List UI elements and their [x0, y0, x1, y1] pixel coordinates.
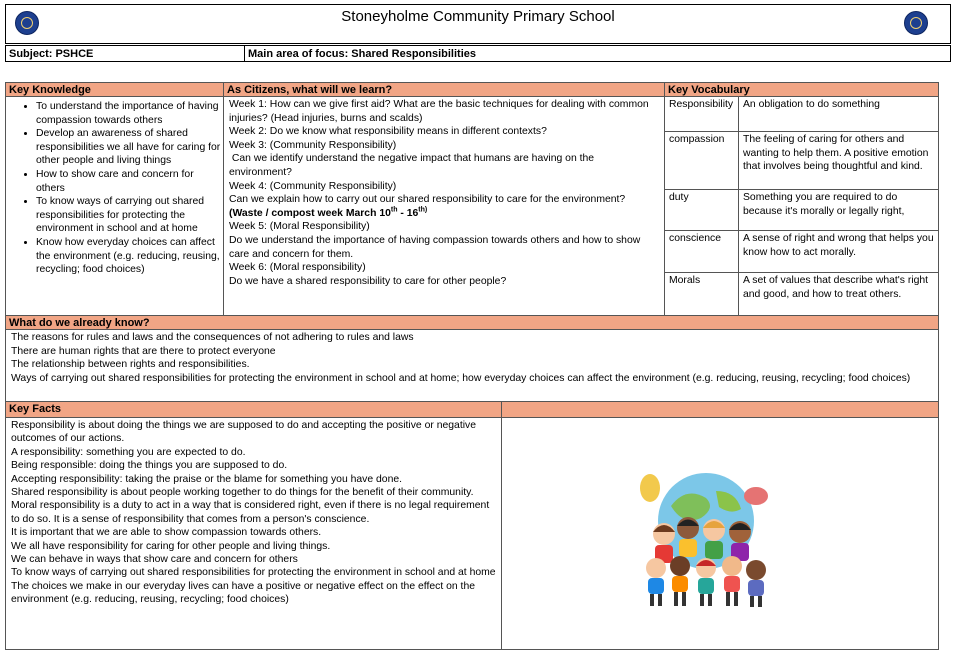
school-title: Stoneyholme Community Primary School — [341, 8, 615, 25]
week-4-question: Can we explain how to carry out our shared responsibility to care for the environment? — [229, 194, 626, 206]
key-vocabulary-heading: Key Vocabulary — [664, 82, 939, 97]
citizens-cell — [223, 96, 665, 316]
knowledge-item: • To understand the importance of having compassion towards others — [36, 100, 221, 127]
fact-line: Accepting responsibility: taking the praise or the blame for something you have done. — [11, 473, 403, 485]
week-6: Week 6: (Moral responsibility) — [229, 262, 366, 274]
waste-week-sup2: th) — [418, 206, 428, 214]
page-header — [5, 4, 951, 44]
week-1: Week 1: How can we give first aid? What are the basic techniques for dealing with common injuries? (Head injuries, burns and scalds) — [229, 99, 649, 124]
knowledge-item: • Develop an awareness of shared responsibilities we all have for caring for other people and living things — [36, 127, 221, 168]
fact-line: The choices we make in our everyday lives can have a positive or negative effect on the effect on the environment (e.g. reducing, reusing, recycling; food choices) — [11, 580, 476, 606]
children-globe-illustration — [636, 466, 776, 611]
vocab-term: compassion — [664, 131, 739, 190]
citizens-heading: As Citizens, what will we learn? — [223, 82, 665, 97]
fact-line: We can behave in ways that show care and concern for others — [11, 554, 298, 566]
week-6-question: Do we have a shared responsibility to care for other people? — [229, 275, 507, 287]
waste-week-a: (Waste / compost week March 10 — [229, 207, 391, 219]
fact-line: Responsibility is about doing the things we are supposed to do and accepting the positive or negative outcomes of our actions. — [11, 420, 476, 445]
knowledge-item: • Know how everyday choices can affect the environment (e.g. reducing, reusing, recycling; food choices) — [36, 236, 221, 277]
week-3: Week 3: (Community Responsibility) — [229, 139, 397, 151]
school-logo-right — [904, 11, 928, 35]
fact-line: A responsibility: something you are expected to do. — [11, 446, 246, 458]
vocab-definition: An obligation to do something — [738, 96, 939, 132]
fact-line: Moral responsibility is a duty to act in a way that is considered right, even if there is no legal requirement to do so. It is a sense of responsibility that comes from a person's conscience. — [11, 500, 490, 525]
fact-line: Shared responsibility is about people working together to do things for the benefit of their community. — [11, 487, 474, 499]
week-5-question: Do we understand the importance of having compassion towards others and how to show care and concern for them. — [229, 234, 641, 260]
key-facts-cell — [5, 417, 502, 650]
week-2: Week 2: Do we know what responsibility means in different contexts? — [229, 126, 547, 138]
knowledge-item: • How to show care and concern for others — [36, 168, 221, 195]
waste-week-b: - 16 — [397, 207, 419, 219]
focus-label: Main area of focus: Shared Responsibilities — [244, 45, 951, 62]
waste-week-note — [229, 207, 659, 221]
fact-line: We all have responsibility for caring for other people and living things. — [11, 540, 331, 552]
week-5: Week 5: (Moral Responsibility) — [229, 221, 370, 233]
already-know-line: Ways of carrying out shared responsibilities for protecting the environment in school and at home; how everyday choices can affect the environment (e.g. reducing, reusing, recycling; food choices) — [11, 372, 911, 384]
vocab-definition: Something you are required to do because it's morally or legally right, — [738, 189, 939, 231]
vocab-term: conscience — [664, 230, 739, 273]
knowledge-item: • To know ways of carrying out shared responsibilities for protecting the environment in school and at home — [36, 195, 221, 236]
fact-line: It is important that we are able to show compassion towards others. — [11, 527, 322, 539]
key-knowledge-list — [8, 100, 221, 277]
week-4: Week 4: (Community Responsibility) — [229, 180, 397, 192]
vocab-term: Responsibility — [664, 96, 739, 132]
fact-line: Being responsible: doing the things you are supposed to do. — [11, 460, 288, 472]
subject-label: Subject: PSHCE — [5, 45, 245, 62]
key-facts-heading-right — [501, 401, 939, 418]
waste-week-sup1: th — [390, 206, 398, 214]
vocab-term: Morals — [664, 272, 739, 316]
week-3-question: Can we identify understand the negative impact that humans are having on the environment? — [229, 153, 597, 178]
illustration-cell — [501, 417, 939, 650]
vocab-definition: A sense of right and wrong that helps you know how to act morally. — [738, 230, 939, 273]
already-know-cell — [5, 329, 939, 402]
fact-line: To know ways of carrying out shared responsibilities for protecting the environment in school and at home — [11, 567, 496, 579]
already-know-line: There are human rights that are there to protect everyone — [11, 345, 276, 357]
key-knowledge-heading: Key Knowledge — [5, 82, 224, 97]
vocab-term: duty — [664, 189, 739, 231]
key-facts-heading: Key Facts — [5, 401, 502, 418]
already-know-heading: What do we already know? — [5, 315, 939, 330]
already-know-line: The reasons for rules and laws and the consequences of not adhering to rules and laws — [11, 332, 414, 343]
vocab-definition: A set of values that describe what's right and good, and how to treat others. — [738, 272, 939, 316]
vocab-definition: The feeling of caring for others and wanting to help them. A positive emotion that involves being thoughtful and kind. — [738, 131, 939, 190]
already-know-line: The relationship between rights and responsibilities. — [11, 359, 250, 371]
key-knowledge-cell — [5, 96, 224, 316]
